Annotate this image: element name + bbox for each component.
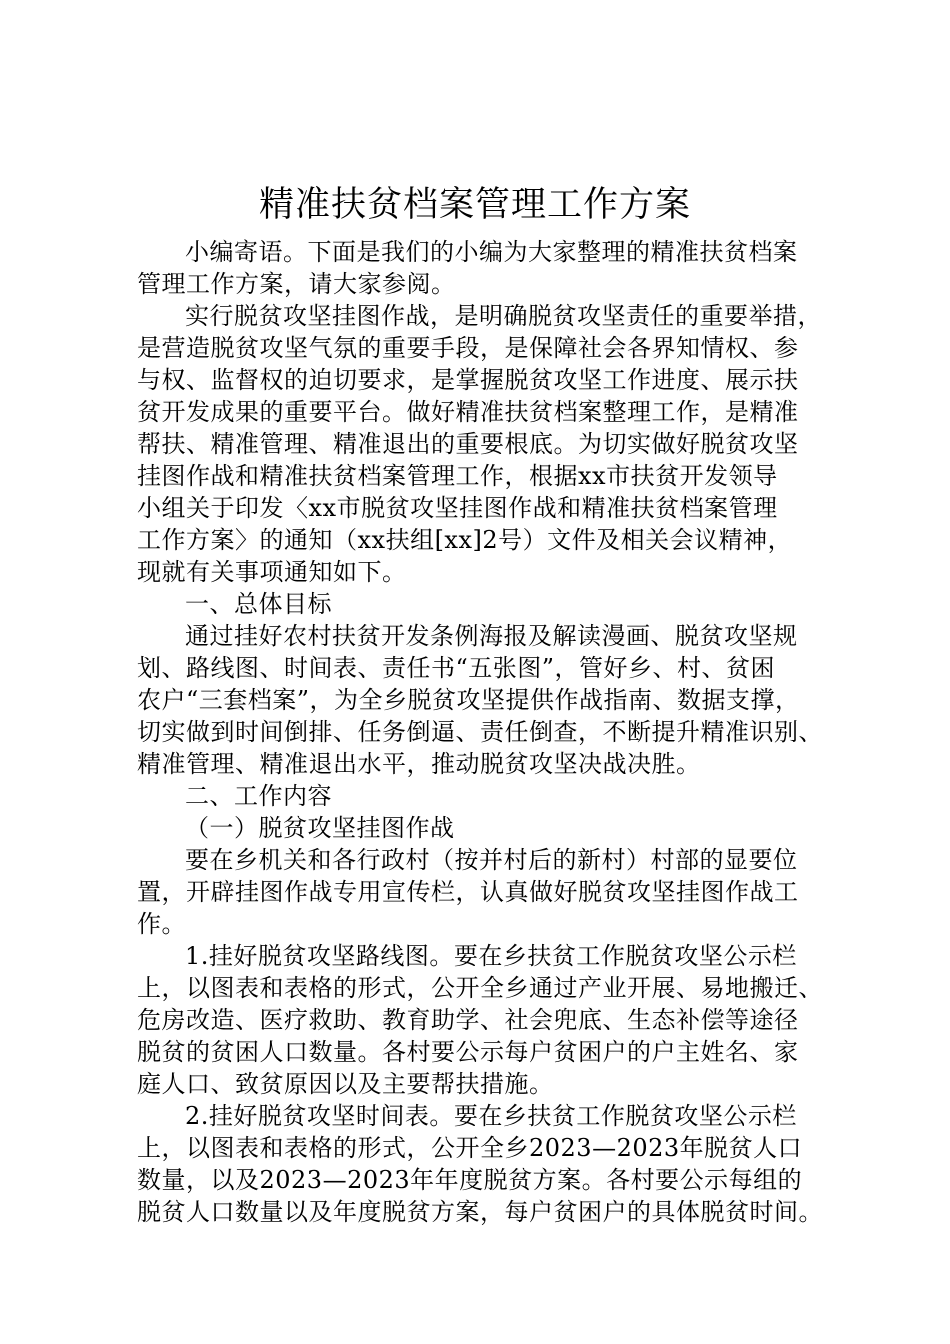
text-line: 工作方案〉的通知（xx扶组[xx]2号）文件及相关会议精神， bbox=[137, 526, 793, 554]
text-line: 与权、监督权的迫切要求，是掌握脱贫攻坚工作进度、展示扶 bbox=[137, 366, 799, 394]
text-line: 农户“三套档案”，为全乡脱贫攻坚提供作战指南、数据支撑， bbox=[137, 686, 800, 714]
text-line: 小编寄语。下面是我们的小编为大家整理的精准扶贫档案 bbox=[185, 238, 798, 266]
text-line: 是营造脱贫攻坚气氛的重要手段，是保障社会各界知情权、参 bbox=[137, 334, 799, 362]
text-line: 切实做到时间倒排、任务倒逼、责任倒查，不断提升精准识别、 bbox=[137, 718, 823, 746]
text-line: （一）脱贫攻坚挂图作战 bbox=[185, 814, 455, 842]
text-line: 管理工作方案，请大家参阅。 bbox=[137, 270, 456, 298]
text-line: 实行脱贫攻坚挂图作战，是明确脱贫攻坚责任的重要举措， bbox=[185, 302, 822, 330]
text-line: 2.挂好脱贫攻坚时间表。要在乡扶贫工作脱贫攻坚公示栏 bbox=[185, 1102, 797, 1130]
text-line: 数量，以及2023—2023年年度脱贫方案。各村要公示每组的 bbox=[137, 1166, 803, 1194]
text-line: 精准管理、精准退出水平，推动脱贫攻坚决战决胜。 bbox=[137, 750, 701, 778]
document-title: 精准扶贫档案管理工作方案 bbox=[258, 185, 691, 225]
text-line: 1.挂好脱贫攻坚路线图。要在乡扶贫工作脱贫攻坚公示栏 bbox=[185, 942, 797, 970]
text-line: 帮扶、精准管理、精准退出的重要根底。为切实做好脱贫攻坚 bbox=[137, 430, 799, 458]
text-line: 危房改造、医疗救助、教育助学、社会兜底、生态补偿等途径 bbox=[137, 1006, 799, 1034]
document-body bbox=[137, 236, 837, 1228]
text-line: 划、路线图、时间表、责任书“五张图”，管好乡、村、贫困 bbox=[137, 654, 776, 682]
text-line: 现就有关事项通知如下。 bbox=[137, 558, 407, 586]
text-line: 脱贫人口数量以及年度脱贫方案，每户贫困户的具体脱贫时间。 bbox=[137, 1198, 823, 1226]
text-line: 通过挂好农村扶贫开发条例海报及解读漫画、脱贫攻坚规 bbox=[185, 622, 798, 650]
text-line: 贫开发成果的重要平台。做好精准扶贫档案整理工作，是精准 bbox=[137, 398, 799, 426]
text-line: 脱贫的贫困人口数量。各村要公示每户贫困户的户主姓名、家 bbox=[137, 1038, 799, 1066]
text-line: 挂图作战和精准扶贫档案管理工作，根据xx市扶贫开发领导 bbox=[137, 462, 778, 490]
text-line: 小组关于印发〈xx市脱贫攻坚挂图作战和精准扶贫档案管理 bbox=[137, 494, 778, 522]
text-line: 置，开辟挂图作战专用宣传栏，认真做好脱贫攻坚挂图作战工 bbox=[137, 878, 799, 906]
text-line: 一、总体目标 bbox=[185, 590, 332, 618]
text-line: 上，以图表和表格的形式，公开全乡2023—2023年脱贫人口 bbox=[137, 1134, 803, 1162]
text-line: 二、工作内容 bbox=[185, 782, 332, 810]
text-line: 要在乡机关和各行政村（按并村后的新村）村部的显要位 bbox=[185, 846, 798, 874]
text-line: 作。 bbox=[137, 910, 186, 938]
text-line: 上，以图表和表格的形式，公开全乡通过产业开展、易地搬迁、 bbox=[137, 974, 823, 1002]
text-line: 庭人口、致贫原因以及主要帮扶措施。 bbox=[137, 1070, 554, 1098]
